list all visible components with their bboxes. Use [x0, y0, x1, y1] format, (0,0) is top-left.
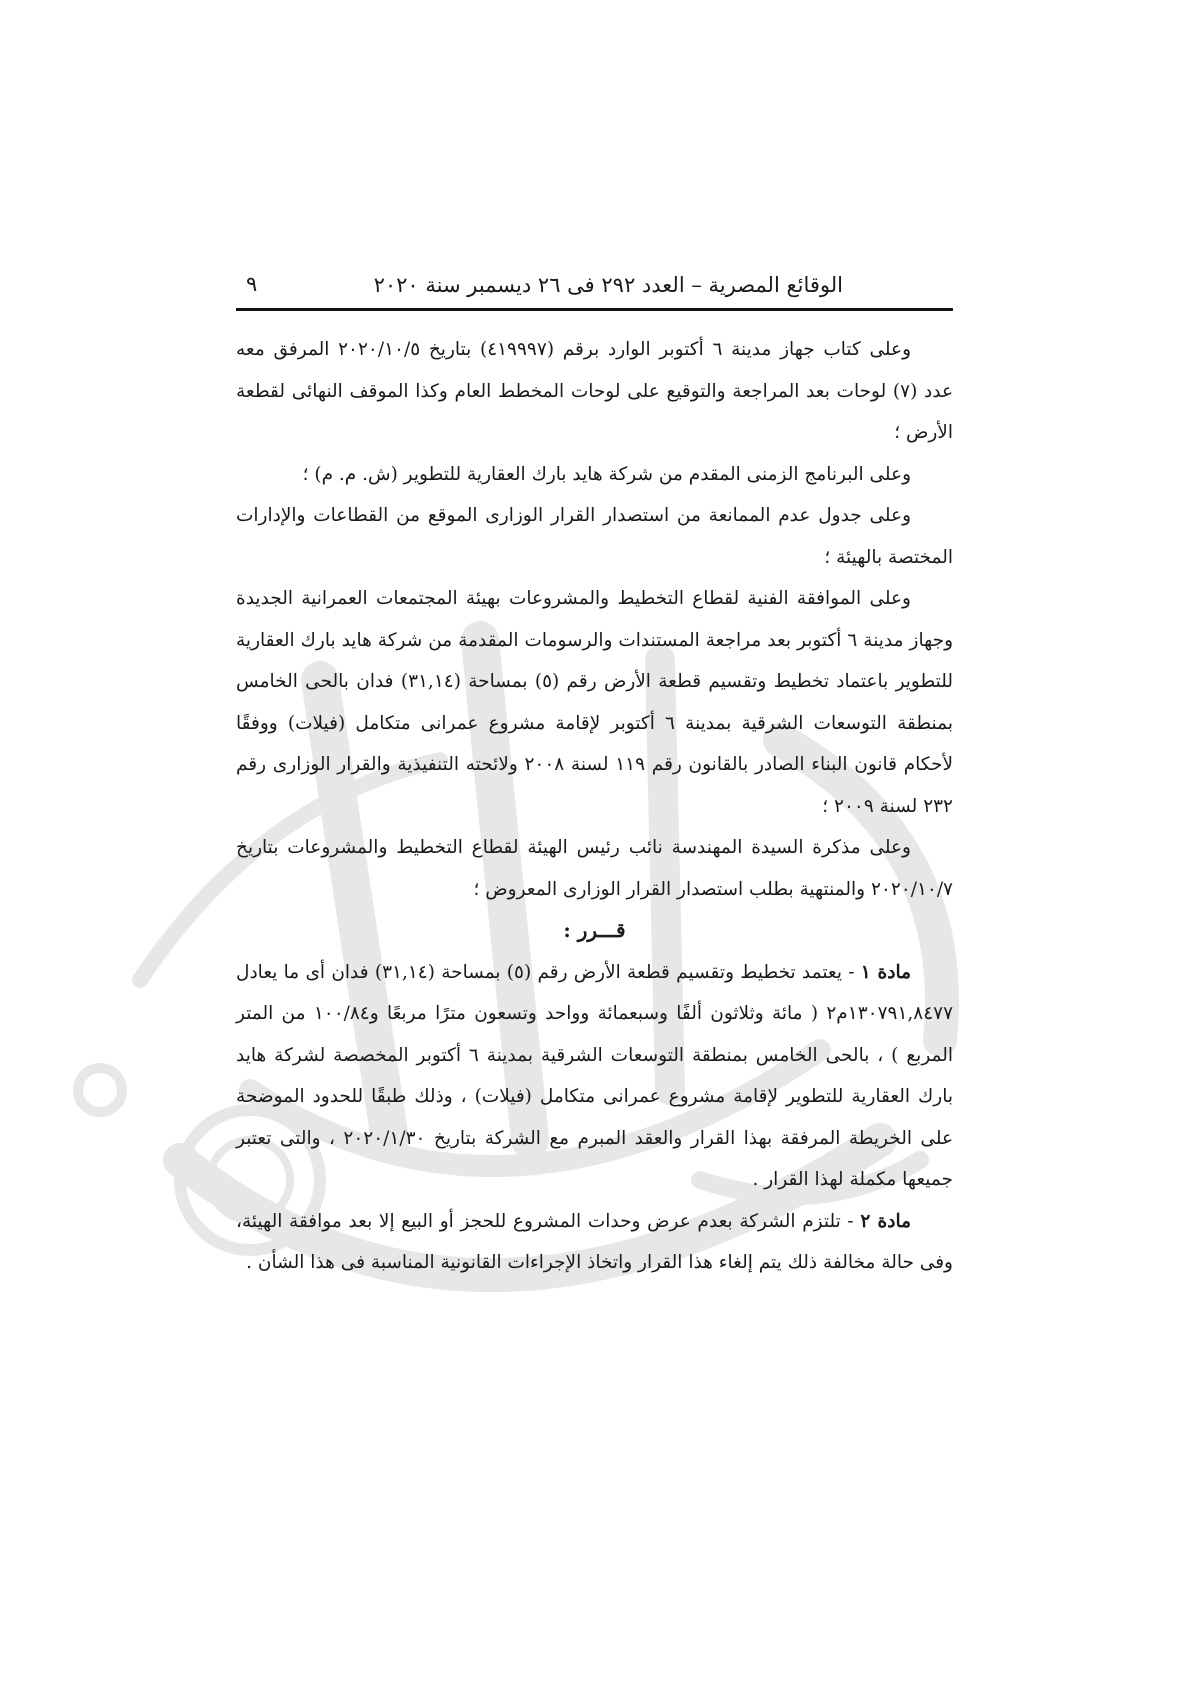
article-2-label: مادة ٢ [860, 1210, 911, 1232]
preamble-paragraph: وعلى مذكرة السيدة المهندسة نائب رئيس الهيئة لقطاع التخطيط والمشروعات بتاريخ ٢٠٢٠/١٠/٧ والمنتهية بطلب استصدار القرار الوزارى المعروض ؛ [236, 837, 953, 900]
preamble-paragraph: وعلى الموافقة الفنية لقطاع التخطيط والمشروعات بهيئة المجتمعات العمرانية الجديدة وجهاز مدينة ٦ أكتوبر بعد مراجعة المستندات والرسومات المقدمة من شركة هايد بارك العقارية للتطوير باعتماد تخطيط وتقسيم قطعة الأرض رقم (٥) بمساحة (٣١,١٤) فدان بالحى الخامس بمنطقة التوسعات الشرقية بمدينة ٦ أكتوبر لإقامة مشروع عمرانى متكامل (فيلات) ووفقًا لأحكام قانون البناء الصادر بالقانون رقم ١١٩ لسنة ٢٠٠٨ ولائحته التنفيذية والقرار الوزارى رقم ٢٣٢ لسنة ٢٠٠٩ ؛ [236, 588, 954, 817]
gazette-issue-title: الوقائع المصرية – العدد ٢٩٢ فى ٢٦ ديسمبر سنة ٢٠٢٠ [373, 273, 843, 297]
preamble-paragraph: وعلى جدول عدم الممانعة من استصدار القرار الوزارى الموقع من القطاعات والإدارات المختصة بالهيئة ؛ [236, 505, 953, 568]
article-1-text: - يعتمد تخطيط وتقسيم قطعة الأرض رقم (٥) بمساحة (٣١,١٤) فدان أى ما يعادل ١٣٠٧٩١,٨٤٧٧م٢ ( مائة وثلاثون ألفًا وسبعمائة وواحد وتسعون مترًا مربعًا و١٠٠/٨٤ من المتر المربع ) ، بالحى الخامس بمنطقة التوسعات الشرقية بمدينة ٦ أكتوبر المخصصة لشركة هايد بارك العقارية للتطوير لإقامة مشروع عمرانى متكامل (فيلات) ، وذلك طبقًا للحدود الموضحة على الخريطة المرفقة بهذا القرار والعقد المبرم مع الشركة بتاريخ ٢٠٢٠/١/٣٠ ، والتى تعتبر جميعها مكملة لهذا القرار . [236, 961, 954, 1190]
gazette-page [236, 268, 953, 1284]
article-2-text: - تلتزم الشركة بعدم عرض وحدات المشروع للحجز أو البيع إلا بعد موافقة الهيئة، وفى حالة مخالفة ذلك يتم إلغاء هذا القرار واتخاذ الإجراءات القانونية المناسبة فى هذا الشأن . [236, 1210, 953, 1273]
page-number: ٩ [246, 272, 258, 296]
article-2 [236, 1201, 953, 1284]
document-body [236, 329, 953, 1284]
page-header [236, 268, 953, 311]
decision-heading: قـــرر : [563, 918, 626, 942]
article-1-label: مادة ١ [860, 961, 911, 983]
preamble-paragraph: وعلى البرنامج الزمنى المقدم من شركة هايد بارك العقارية للتطوير (ش. م. م) ؛ [302, 463, 911, 485]
preamble-paragraph: وعلى كتاب جهاز مدينة ٦ أكتوبر الوارد برقم (٤١٩٩٩٧) بتاريخ ٢٠٢٠/١٠/٥ المرفق معه عدد (٧) لوحات بعد المراجعة والتوقيع على لوحات المخطط العام وكذا الموقف النهائى لقطعة الأرض ؛ [236, 339, 953, 443]
article-1 [236, 952, 953, 1201]
